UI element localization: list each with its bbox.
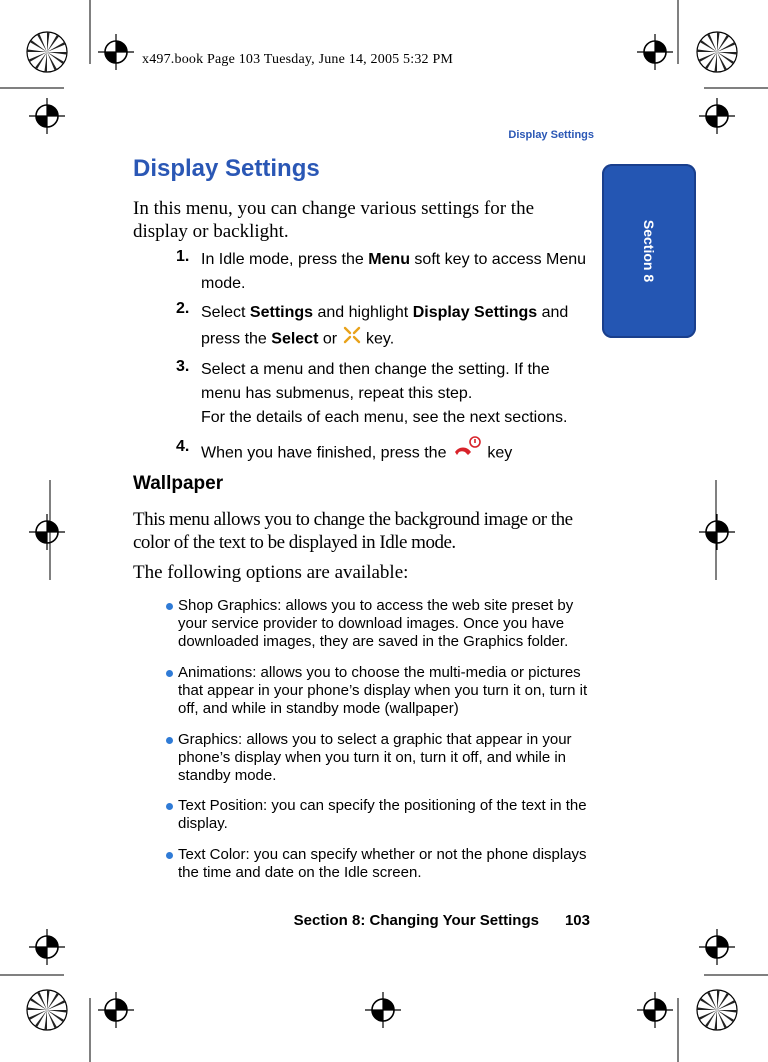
list-item: Shop Graphics: allows you to access the web site preset by your service provider to download images. Once you have downloaded images, they are saved in the Graphics folder. (166, 597, 596, 651)
registration-starburst (27, 32, 67, 72)
registration-crosshair (637, 992, 673, 1028)
bullet-icon (166, 737, 173, 744)
registration-crosshair (699, 929, 735, 965)
registration-crosshair (29, 514, 65, 550)
registration-crosshair (98, 34, 134, 70)
section-tab (602, 164, 696, 338)
registration-crosshair (29, 929, 65, 965)
section-tab-label: Section 8 (641, 219, 657, 283)
registration-crosshair (98, 992, 134, 1028)
print-slug: x497.book Page 103 Tuesday, June 14, 2005 5:32 PM (142, 52, 454, 67)
step-number: 4. (176, 438, 190, 455)
registration-crosshair (365, 992, 401, 1028)
options-intro: The following options are available: (133, 562, 409, 583)
page-number: 103 (564, 912, 590, 929)
navigation-key-icon (342, 326, 362, 353)
registration-starburst (697, 32, 737, 72)
bullet-icon (166, 852, 173, 859)
list-item: Text Position: you can specify the positioning of the text in the display. (166, 797, 596, 833)
bullet-icon (166, 803, 173, 810)
page-footer (294, 912, 590, 929)
step-text: When you have finished, press the key (201, 434, 591, 473)
step-number: 3. (176, 358, 190, 375)
end-key-icon (451, 434, 483, 473)
footer-title: Section 8: Changing Your Settings (293, 912, 539, 929)
registration-starburst (697, 990, 737, 1030)
step-number: 2. (176, 300, 190, 317)
step-number: 1. (176, 248, 190, 265)
step-text: Select a menu and then change the setting. If the menu has submenus, repeat this step. (201, 361, 550, 402)
step-text: In Idle mode, press the Menu soft key to access Menu mode. (201, 251, 587, 292)
registration-crosshair (699, 514, 735, 550)
registration-crosshair (699, 98, 735, 134)
wallpaper-paragraph: This menu allows you to change the background image or the color of the text to be displayed in Idle mode. (133, 509, 573, 553)
wallpaper-heading: Wallpaper (133, 473, 224, 494)
list-item: Graphics: allows you to select a graphic that appear in your phone’s display when you turn it on, turn it off, and while in standby mode. (166, 731, 596, 785)
list-item: Animations: allows you to choose the multi-media or pictures that appear in your phone’s display when you turn it on, turn it off, and while in standby mode (wallpaper) (166, 664, 596, 718)
list-item: Text Color: you can specify whether or not the phone displays the time and date on the Idle screen. (166, 846, 596, 882)
page-title: Display Settings (133, 155, 320, 182)
intro-paragraph: In this menu, you can change various settings for the display or backlight. (133, 198, 535, 242)
running-head: Display Settings (508, 129, 594, 141)
registration-crosshair (29, 98, 65, 134)
bullet-icon (166, 603, 173, 610)
step-text: Select Settings and highlight Display Settings and press the Select or key. (201, 300, 591, 353)
step-note: For the details of each menu, see the next sections. (201, 409, 568, 426)
registration-crosshair (637, 34, 673, 70)
bullet-icon (166, 670, 173, 677)
registration-starburst (27, 990, 67, 1030)
